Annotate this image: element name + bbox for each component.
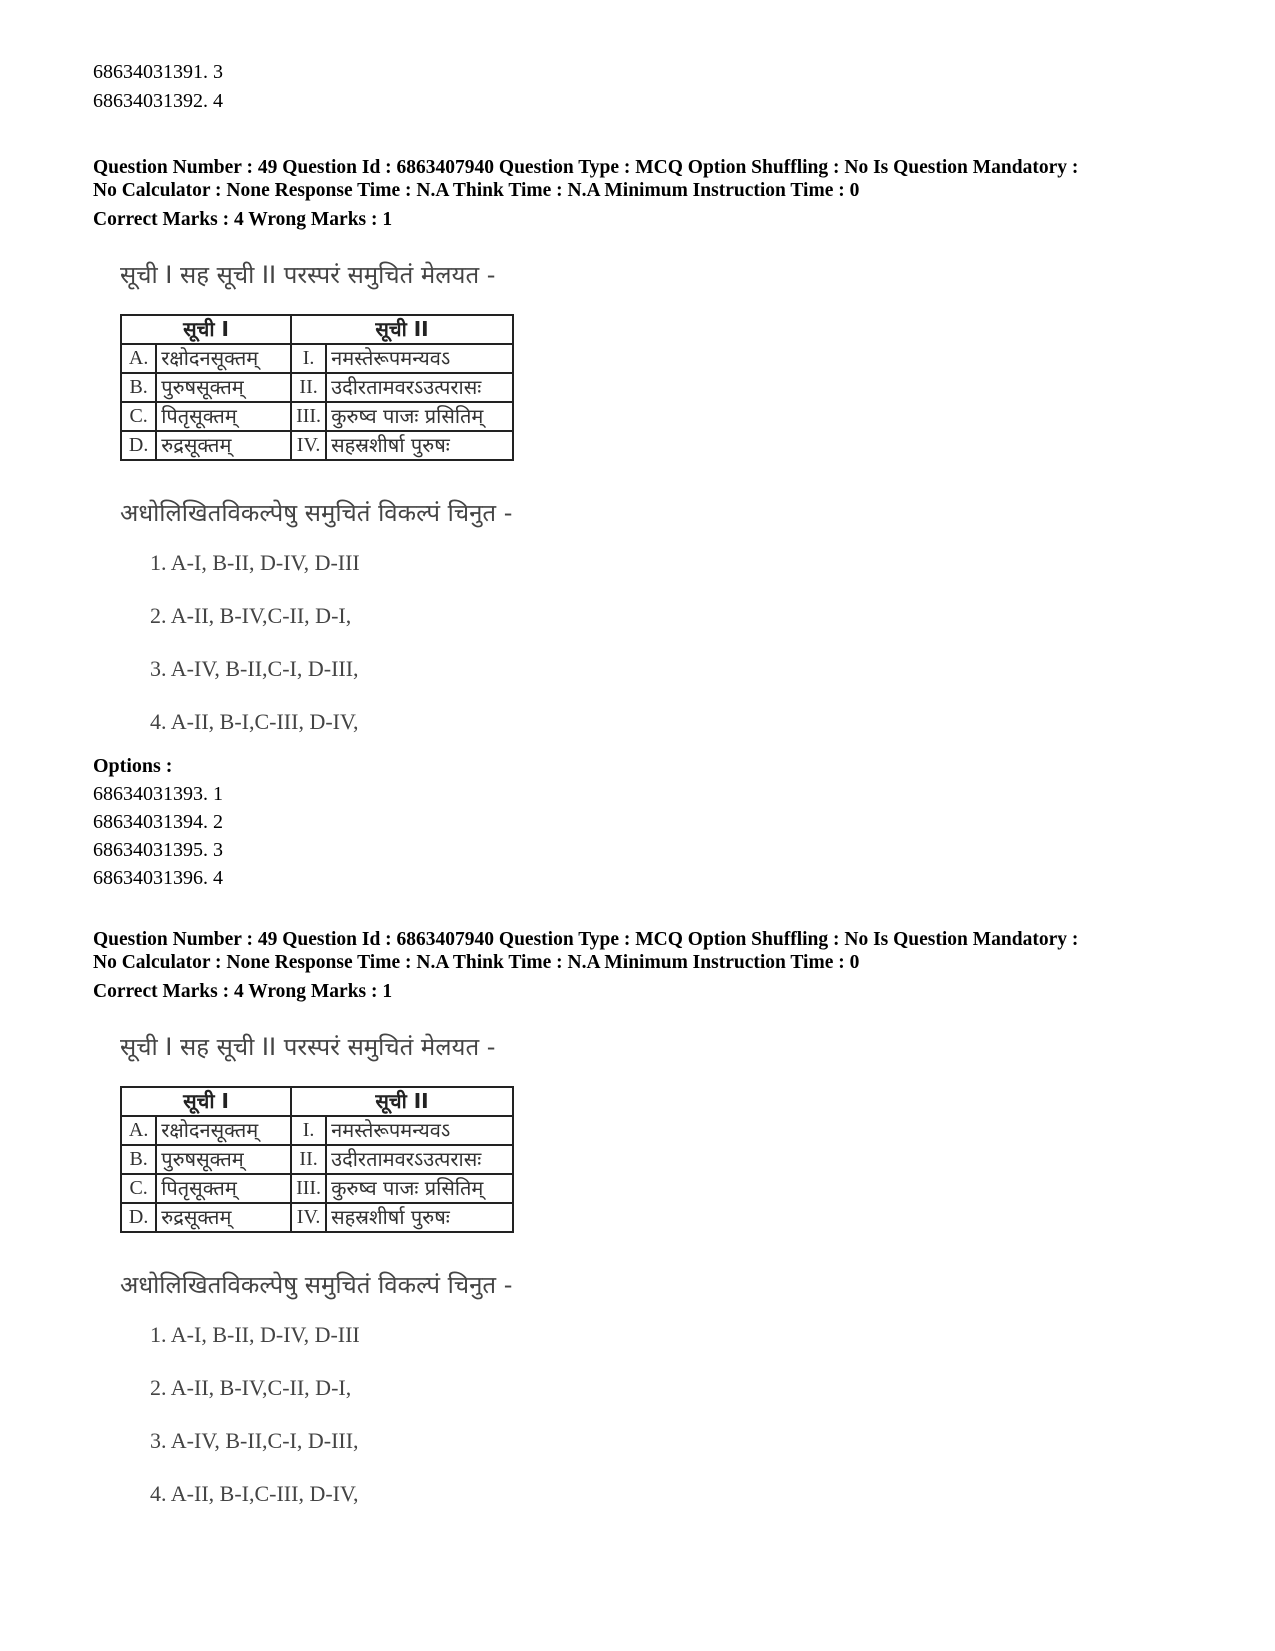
table-header-row xyxy=(121,1087,513,1116)
table-cell: II. xyxy=(291,373,326,402)
table-cell: C. xyxy=(121,402,156,431)
table-cell: पुरुषसूक्तम् xyxy=(156,1145,291,1174)
table-cell: IV. xyxy=(291,1203,326,1232)
table-cell: IV. xyxy=(291,431,326,460)
question-instruction: सूची I सह सूची II परस्परं समुचितं मेलयत - xyxy=(120,1033,496,1061)
table-row xyxy=(121,1174,513,1203)
table-cell: रक्षोदनसूक्तम् xyxy=(156,344,291,373)
table-cell: उदीरतामवरऽउत्परासः xyxy=(326,1145,513,1174)
answer-choice: 3. A-IV, B-II,C-I, D-III, xyxy=(150,1428,359,1453)
table-row xyxy=(121,373,513,402)
answer-choice: 1. A-I, B-II, D-IV, D-III xyxy=(150,550,360,575)
question-marks: Correct Marks : 4 Wrong Marks : 1 xyxy=(93,981,393,1002)
table-cell: I. xyxy=(291,1116,326,1145)
answer-choice: 1. A-I, B-II, D-IV, D-III xyxy=(150,1322,360,1347)
table-cell: I. xyxy=(291,344,326,373)
table-cell: III. xyxy=(291,1174,326,1203)
table-cell: II. xyxy=(291,1145,326,1174)
table-row xyxy=(121,431,513,460)
question-header: Question Number : 49 Question Id : 6863407940 Question Type : MCQ Option Shuffling : No Is Question Mandatory : xyxy=(93,157,1079,178)
table-cell: D. xyxy=(121,1203,156,1232)
column-header: सूची II xyxy=(291,1087,513,1116)
table-row xyxy=(121,344,513,373)
option-line: 68634031394. 2 xyxy=(93,811,223,833)
table-cell: पितृसूक्तम् xyxy=(156,1174,291,1203)
option-line: 68634031395. 3 xyxy=(93,839,223,861)
answer-choice: 4. A-II, B-I,C-III, D-IV, xyxy=(150,1481,359,1506)
table-cell: B. xyxy=(121,373,156,402)
table-row xyxy=(121,1116,513,1145)
table-cell: A. xyxy=(121,344,156,373)
question-header: Question Number : 49 Question Id : 6863407940 Question Type : MCQ Option Shuffling : No Is Question Mandatory : xyxy=(93,929,1079,950)
table-cell: रुद्रसूक्तम् xyxy=(156,431,291,460)
question-marks: Correct Marks : 4 Wrong Marks : 1 xyxy=(93,209,393,230)
option-line: 68634031392. 4 xyxy=(93,90,223,112)
table-cell: B. xyxy=(121,1145,156,1174)
answer-choice: 3. A-IV, B-II,C-I, D-III, xyxy=(150,656,359,681)
choose-instruction: अधोलिखितविकल्पेषु समुचितं विकल्पं चिनुत - xyxy=(120,1271,513,1299)
table-cell: सहस्रशीर्षा पुरुषः xyxy=(326,1203,513,1232)
table-cell: III. xyxy=(291,402,326,431)
option-line: 68634031393. 1 xyxy=(93,783,223,805)
table-cell: कुरुष्व पाजः प्रसितिम् xyxy=(326,402,513,431)
table-cell: C. xyxy=(121,1174,156,1203)
answer-choice: 4. A-II, B-I,C-III, D-IV, xyxy=(150,709,359,734)
table-row xyxy=(121,1145,513,1174)
question-image xyxy=(112,258,632,758)
table-cell: रुद्रसूक्तम् xyxy=(156,1203,291,1232)
match-table xyxy=(120,314,514,461)
column-header: सूची II xyxy=(291,315,513,344)
table-cell: नमस्तेरूपमन्यवऽ xyxy=(326,1116,513,1145)
table-cell: सहस्रशीर्षा पुरुषः xyxy=(326,431,513,460)
column-header: सूची I xyxy=(121,1087,291,1116)
question-header-cont: No Calculator : None Response Time : N.A Think Time : N.A Minimum Instruction Time : 0 xyxy=(93,952,860,973)
table-cell: पितृसूक्तम् xyxy=(156,402,291,431)
option-line: 68634031396. 4 xyxy=(93,867,223,889)
table-cell: पुरुषसूक्तम् xyxy=(156,373,291,402)
match-table xyxy=(120,1086,514,1233)
answer-choice: 2. A-II, B-IV,C-II, D-I, xyxy=(150,1375,352,1400)
question-instruction: सूची I सह सूची II परस्परं समुचितं मेलयत - xyxy=(120,261,496,289)
table-row xyxy=(121,402,513,431)
column-header: सूची I xyxy=(121,315,291,344)
options-label: Options : xyxy=(93,755,173,777)
table-cell: उदीरतामवरऽउत्परासः xyxy=(326,373,513,402)
choose-instruction: अधोलिखितविकल्पेषु समुचितं विकल्पं चिनुत - xyxy=(120,499,513,527)
table-cell: रक्षोदनसूक्तम् xyxy=(156,1116,291,1145)
question-header-cont: No Calculator : None Response Time : N.A Think Time : N.A Minimum Instruction Time : 0 xyxy=(93,180,860,201)
table-header-row xyxy=(121,315,513,344)
option-line: 68634031391. 3 xyxy=(93,61,223,83)
table-cell: D. xyxy=(121,431,156,460)
table-cell: कुरुष्व पाजः प्रसितिम् xyxy=(326,1174,513,1203)
answer-choice: 2. A-II, B-IV,C-II, D-I, xyxy=(150,603,352,628)
table-row xyxy=(121,1203,513,1232)
table-cell: नमस्तेरूपमन्यवऽ xyxy=(326,344,513,373)
question-image xyxy=(112,1030,632,1530)
table-cell: A. xyxy=(121,1116,156,1145)
